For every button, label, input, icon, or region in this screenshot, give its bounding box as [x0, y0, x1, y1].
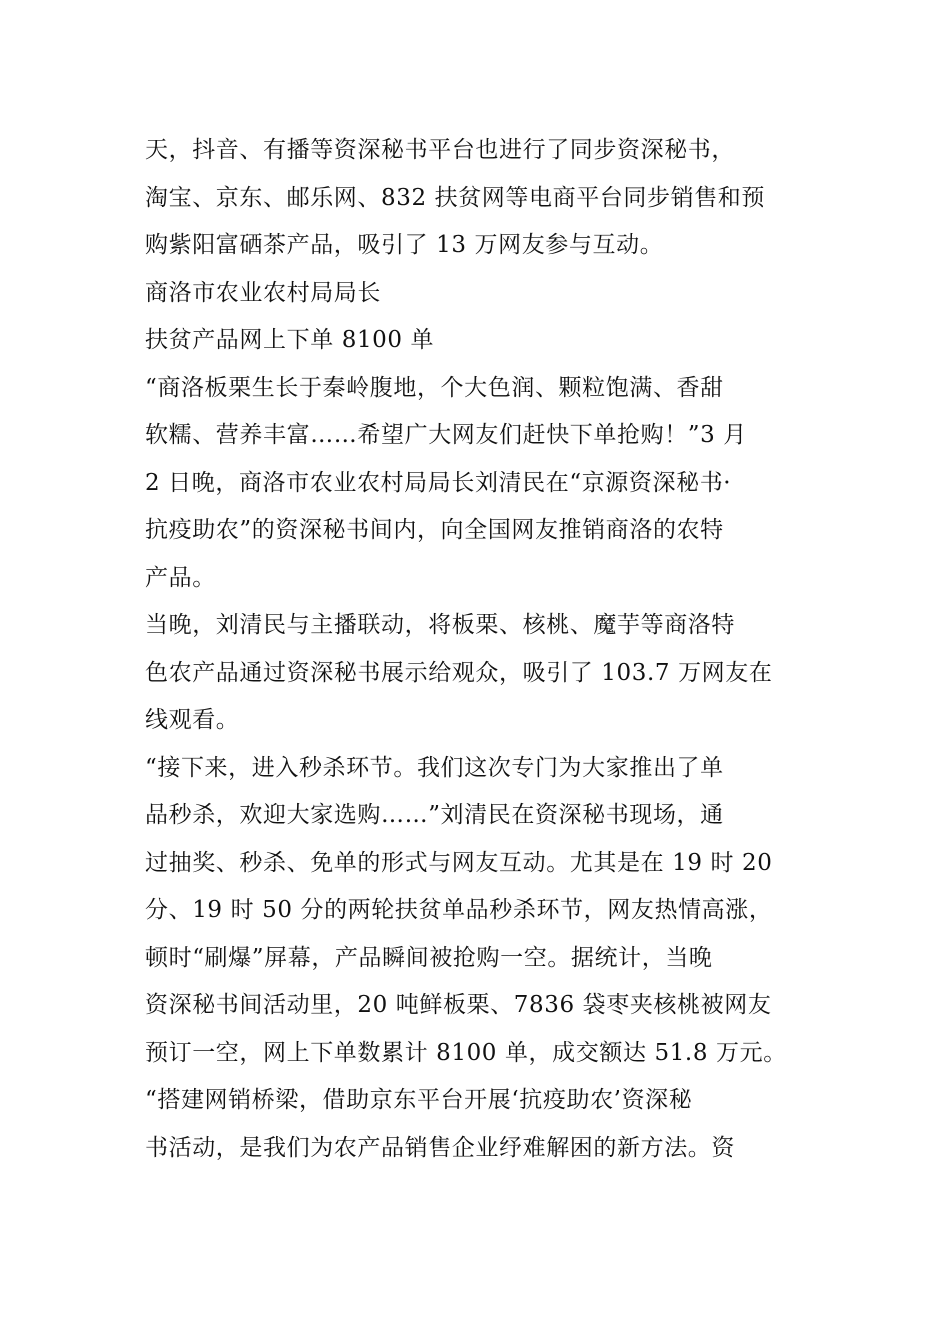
text-line: “搭建网销桥梁，借助京东平台开展‘抗疫助农’资深秘 — [145, 1087, 693, 1113]
text-line: 过抽奖、秒杀、免单的形式与网友互动。尤其是在 19 时 20 — [145, 849, 773, 876]
paragraph-2 — [145, 365, 813, 603]
text-line: 资深秘书间活动里，20 吨鲜板栗、7836 袋枣夹核桃被网友 — [145, 992, 772, 1018]
document-page — [145, 127, 813, 1172]
paragraph-5 — [145, 1077, 813, 1172]
text-line: 扶贫产品网上下单 8100 单 — [145, 327, 435, 353]
text-line: “商洛板栗生长于秦岭腹地，个大色润、颗粒饱满、香甜 — [145, 374, 724, 401]
text-line: 2 日晚，商洛市农业农村局局长刘清民在“京源资深秘书· — [145, 469, 732, 496]
section-heading-subtitle — [145, 317, 813, 365]
text-line: 软糯、营养丰富……希望广大网友们赶快下单抢购！”3 月 — [145, 422, 747, 448]
text-line: 顿时“刷爆”屏幕，产品瞬间被抢购一空。据统计，当晚 — [145, 944, 713, 971]
text-line: 预订一空，网上下单数累计 8100 单，成交额达 51.8 万元。 — [145, 1039, 787, 1066]
text-line: 当晚，刘清民与主播联动，将板栗、核桃、魔芋等商洛特 — [145, 612, 735, 638]
text-line: 品秒杀，欢迎大家选购……”刘清民在资深秘书现场，通 — [145, 802, 724, 828]
text-line: 商洛市农业农村局局长 — [145, 279, 381, 306]
text-line: 色农产品通过资深秘书展示给观众，吸引了 103.7 万网友在 — [145, 659, 773, 686]
section-heading-title — [145, 270, 813, 318]
text-line: 淘宝、京东、邮乐网、832 扶贫网等电商平台同步销售和预 — [145, 184, 766, 211]
text-line: “接下来，进入秒杀环节。我们这次专门为大家推出了单 — [145, 754, 724, 781]
text-line: 线观看。 — [145, 707, 240, 733]
text-line: 购紫阳富硒茶产品，吸引了 13 万网友参与互动。 — [145, 232, 664, 258]
paragraph-3 — [145, 602, 813, 745]
text-line: 书活动，是我们为农产品销售企业纾难解困的新方法。资 — [145, 1134, 735, 1161]
paragraph-1 — [145, 127, 813, 270]
text-line: 抗疫助农”的资深秘书间内，向全国网友推销商洛的农特 — [145, 517, 724, 543]
text-line: 产品。 — [145, 564, 216, 591]
paragraph-4 — [145, 745, 813, 1078]
text-line: 分、19 时 50 分的两轮扶贫单品秒杀环节，网友热情高涨， — [145, 897, 773, 923]
text-line: 天，抖音、有播等资深秘书平台也进行了同步资深秘书， — [145, 137, 735, 163]
